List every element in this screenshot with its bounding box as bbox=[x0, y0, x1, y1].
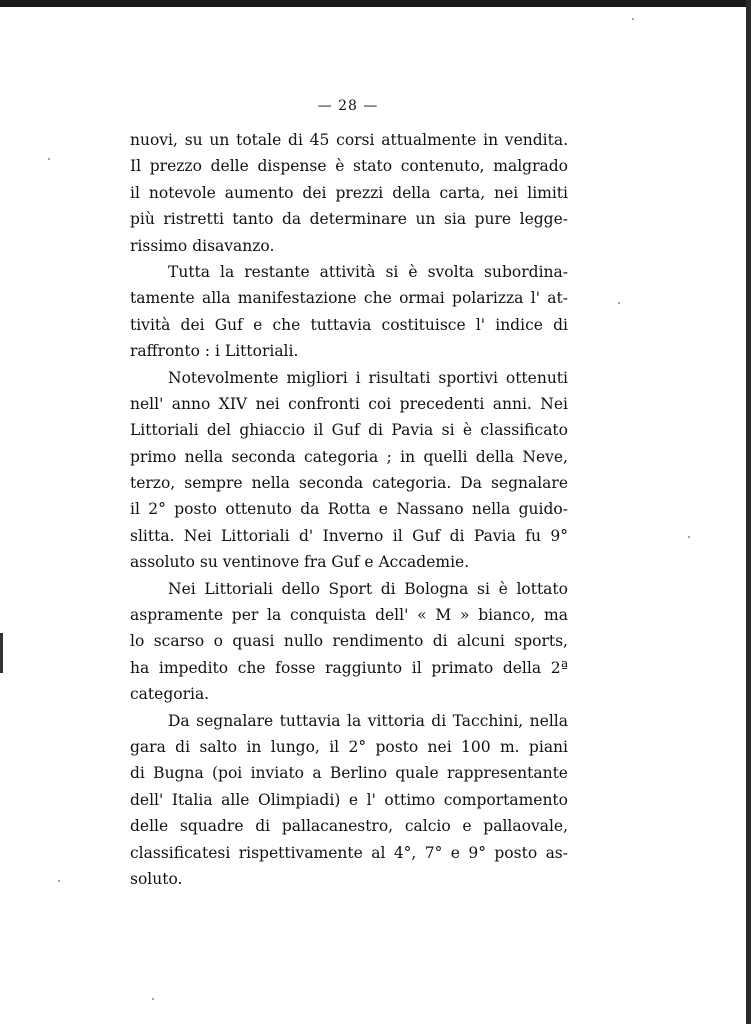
text-line: dell' Italia alle Olimpiadi) e l' ottimo comportamento bbox=[130, 790, 568, 809]
text-line: ha impedito che fosse raggiunto il primato della 2ª bbox=[130, 658, 568, 677]
text-line: rissimo disavanzo. bbox=[130, 236, 275, 255]
text-line: aspramente per la conquista dell' « M » bianco, ma bbox=[130, 606, 568, 625]
text-line: raffronto : i Littoriali. bbox=[130, 342, 299, 361]
text-line: Da segnalare tuttavia la vittoria di Tacchini, nella bbox=[168, 711, 568, 730]
body-text bbox=[130, 127, 568, 892]
text-line: Nei Littoriali dello Sport di Bologna si è lottato bbox=[168, 579, 568, 598]
text-line: nell' anno XIV nei confronti coi precedenti anni. Nei bbox=[130, 394, 568, 413]
text-line: categoria. bbox=[130, 685, 210, 704]
text-line: il notevole aumento dei prezzi della carta, nei limiti bbox=[130, 183, 568, 202]
text-line: Notevolmente migliori i risultati sportivi ottenuti bbox=[168, 368, 568, 387]
text-line: gara di salto in lungo, il 2° posto nei 100 m. piani bbox=[130, 737, 568, 756]
scan-right-border bbox=[746, 0, 751, 1024]
paper-speck bbox=[152, 998, 154, 1000]
text-line: più ristretti tanto da determinare un sia pure legge- bbox=[130, 210, 568, 229]
text-line: il 2° posto ottenuto da Rotta e Nassano nella guido- bbox=[130, 500, 568, 519]
scan-left-edge-mark bbox=[0, 633, 3, 673]
page-number: — 28 — bbox=[317, 98, 379, 114]
text-line: slitta. Nei Littoriali d' Inverno il Guf di Pavia fu 9° bbox=[130, 526, 568, 545]
text-line: Tutta la restante attività si è svolta subordina- bbox=[168, 262, 568, 281]
text-line: terzo, sempre nella seconda categoria. Da segnalare bbox=[130, 474, 568, 493]
text-line: Il prezzo delle dispense è stato contenuto, malgrado bbox=[130, 157, 568, 176]
text-line: lo scarso o quasi nullo rendimento di alcuni sports, bbox=[130, 632, 568, 651]
paper-speck bbox=[632, 18, 634, 20]
paper-speck bbox=[688, 536, 690, 538]
text-line: delle squadre di pallacanestro, calcio e pallaovale, bbox=[130, 817, 568, 836]
text-line: soluto. bbox=[130, 869, 183, 888]
paper-speck bbox=[48, 158, 50, 160]
paper-speck bbox=[618, 302, 620, 304]
text-line: assoluto su ventinove fra Guf e Accademie. bbox=[130, 553, 470, 572]
text-line: primo nella seconda categoria ; in quelli della Neve, bbox=[130, 447, 568, 466]
text-line: nuovi, su un totale di 45 corsi attualmente in vendita. bbox=[130, 131, 568, 149]
text-line: di Bugna (poi inviato a Berlino quale rappresentante bbox=[130, 764, 568, 783]
text-line: tività dei Guf e che tuttavia costituisce l' indice di bbox=[130, 315, 568, 334]
text-line: tamente alla manifestazione che ormai polarizza l' at- bbox=[130, 289, 568, 308]
text-line: classificatesi rispettivamente al 4°, 7° e 9° posto as- bbox=[130, 843, 568, 862]
scan-top-border bbox=[0, 0, 751, 7]
text-line: Littoriali del ghiaccio il Guf di Pavia si è classificato bbox=[130, 421, 568, 440]
paper-speck bbox=[58, 880, 60, 882]
